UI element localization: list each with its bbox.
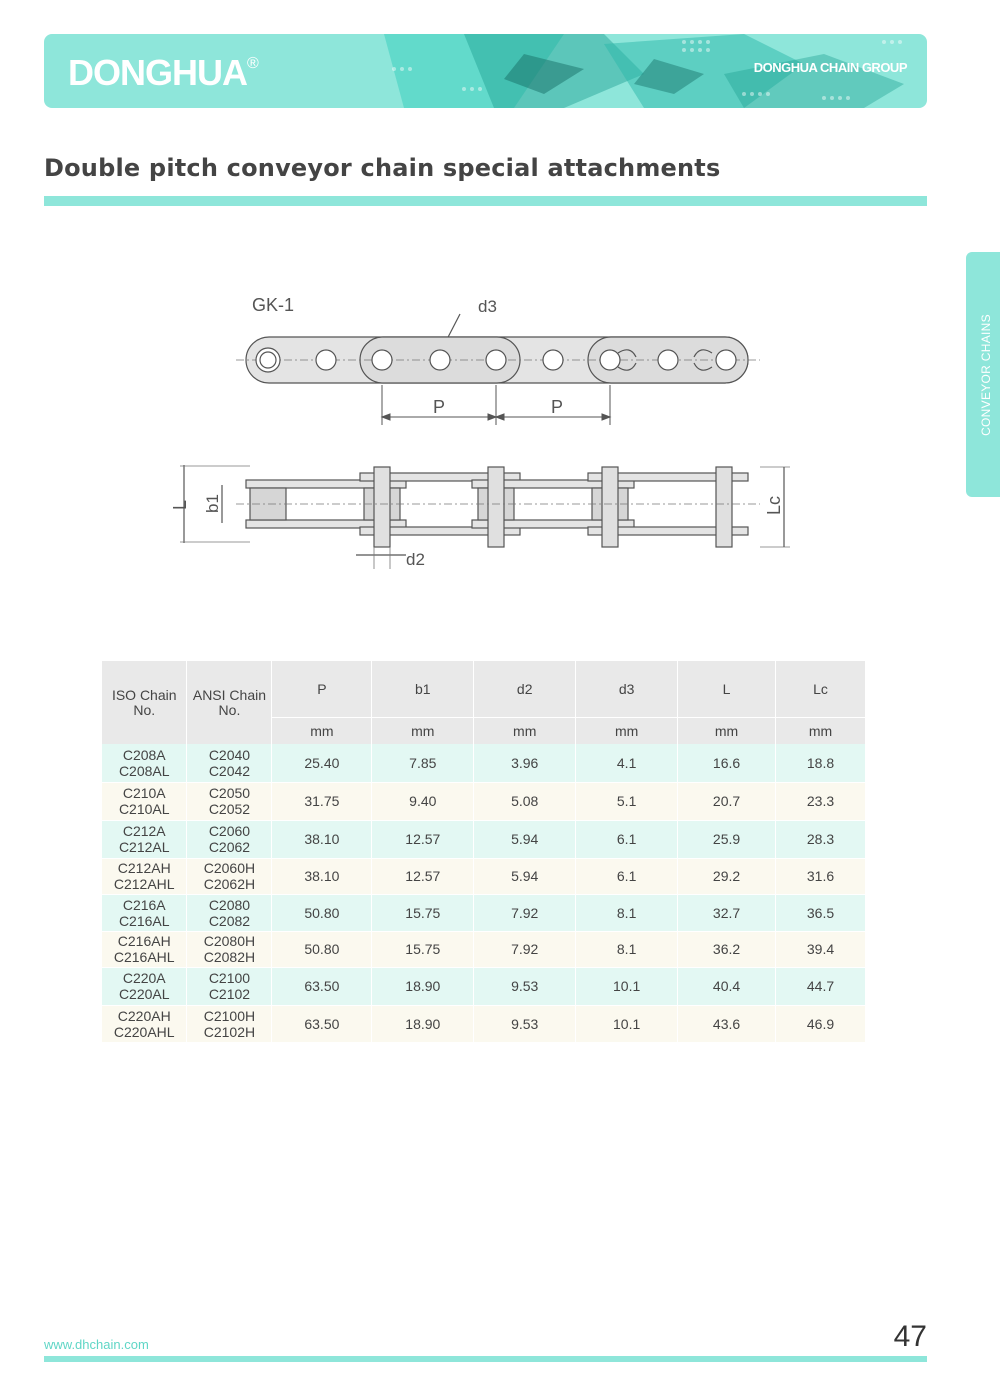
d2-cell: 5.94 bbox=[474, 820, 576, 858]
lc-cell: 44.7 bbox=[776, 967, 866, 1005]
gk1-label: GK-1 bbox=[252, 295, 295, 315]
table-row bbox=[102, 820, 866, 858]
unit-cell: mm bbox=[678, 718, 776, 745]
lc-cell: 36.5 bbox=[776, 894, 866, 931]
l-cell: 40.4 bbox=[678, 967, 776, 1005]
param-header-lc: Lc bbox=[776, 661, 866, 718]
iso-cell: C212AH C212AHL bbox=[102, 858, 187, 894]
d3-cell: 6.1 bbox=[576, 858, 678, 894]
registered-mark: ® bbox=[247, 55, 258, 72]
Lc-label: Lc bbox=[764, 495, 784, 515]
d3-cell: 6.1 bbox=[576, 820, 678, 858]
p-cell: 63.50 bbox=[272, 1005, 372, 1042]
table-row bbox=[102, 744, 866, 782]
l-cell: 29.2 bbox=[678, 858, 776, 894]
d2-cell: 3.96 bbox=[474, 744, 576, 782]
unit-cell: mm bbox=[576, 718, 678, 745]
ansi-cell: C2080H C2082H bbox=[187, 931, 272, 967]
p-cell: 25.40 bbox=[272, 744, 372, 782]
l-cell: 36.2 bbox=[678, 931, 776, 967]
param-header-p: P bbox=[272, 661, 372, 718]
L-label: L bbox=[170, 499, 190, 510]
p-cell: 38.10 bbox=[272, 858, 372, 894]
d2-label: d2 bbox=[406, 550, 425, 569]
page-title: Double pitch conveyor chain special attachments bbox=[44, 154, 721, 182]
header-banner bbox=[44, 34, 927, 108]
pitch-label-1: P bbox=[433, 397, 446, 417]
p-cell: 50.80 bbox=[272, 894, 372, 931]
table-row bbox=[102, 858, 866, 894]
pin-4 bbox=[602, 467, 618, 547]
d2-cell: 5.94 bbox=[474, 858, 576, 894]
lc-cell: 23.3 bbox=[776, 782, 866, 820]
table-row bbox=[102, 1005, 866, 1042]
ansi-cell: C2040 C2042 bbox=[187, 744, 272, 782]
d2-cell: 5.08 bbox=[474, 782, 576, 820]
param-header-l: L bbox=[678, 661, 776, 718]
p-cell: 63.50 bbox=[272, 967, 372, 1005]
table-row bbox=[102, 931, 866, 967]
b1-cell: 7.85 bbox=[372, 744, 474, 782]
lc-cell: 28.3 bbox=[776, 820, 866, 858]
unit-cell: mm bbox=[372, 718, 474, 745]
chain-diagram bbox=[160, 285, 820, 585]
iso-cell: C212A C212AL bbox=[102, 820, 187, 858]
pin-2 bbox=[374, 467, 390, 547]
param-header-d3: d3 bbox=[576, 661, 678, 718]
iso-cell: C210A C210AL bbox=[102, 782, 187, 820]
p-cell: 38.10 bbox=[272, 820, 372, 858]
footer-divider bbox=[44, 1356, 927, 1362]
d3-cell: 4.1 bbox=[576, 744, 678, 782]
unit-cell: mm bbox=[474, 718, 576, 745]
ansi-cell: C2100 C2102 bbox=[187, 967, 272, 1005]
unit-cell: mm bbox=[776, 718, 866, 745]
ansi-header: ANSI Chain No. bbox=[187, 661, 272, 744]
l-cell: 16.6 bbox=[678, 744, 776, 782]
l-cell: 20.7 bbox=[678, 782, 776, 820]
unit-cell: mm bbox=[272, 718, 372, 745]
d2-cell: 7.92 bbox=[474, 931, 576, 967]
pin-5 bbox=[716, 467, 732, 547]
iso-cell: C216A C216AL bbox=[102, 894, 187, 931]
iso-cell: C220AH C220AHL bbox=[102, 1005, 187, 1042]
param-header-d2: d2 bbox=[474, 661, 576, 718]
p-cell: 50.80 bbox=[272, 931, 372, 967]
spec-table bbox=[102, 661, 866, 1043]
b1-cell: 12.57 bbox=[372, 858, 474, 894]
b1-cell: 12.57 bbox=[372, 820, 474, 858]
b1-cell: 18.90 bbox=[372, 967, 474, 1005]
table-row bbox=[102, 967, 866, 1005]
l-cell: 43.6 bbox=[678, 1005, 776, 1042]
pitch-label-2: P bbox=[551, 397, 564, 417]
l-cell: 32.7 bbox=[678, 894, 776, 931]
table-row bbox=[102, 782, 866, 820]
d2-cell: 9.53 bbox=[474, 967, 576, 1005]
footer-url[interactable]: www.dhchain.com bbox=[44, 1337, 149, 1352]
table-row bbox=[102, 894, 866, 931]
d2-cell: 9.53 bbox=[474, 1005, 576, 1042]
d3-cell: 8.1 bbox=[576, 931, 678, 967]
d2-cell: 7.92 bbox=[474, 894, 576, 931]
logo-text: DONGHUA bbox=[68, 52, 247, 93]
d3-cell: 10.1 bbox=[576, 967, 678, 1005]
page-number: 47 bbox=[893, 1320, 927, 1353]
b1-cell: 9.40 bbox=[372, 782, 474, 820]
lc-cell: 39.4 bbox=[776, 931, 866, 967]
ansi-cell: C2050 C2052 bbox=[187, 782, 272, 820]
iso-cell: C216AH C216AHL bbox=[102, 931, 187, 967]
iso-cell: C220A C220AL bbox=[102, 967, 187, 1005]
iso-cell: C208A C208AL bbox=[102, 744, 187, 782]
lc-cell: 31.6 bbox=[776, 858, 866, 894]
b1-cell: 15.75 bbox=[372, 894, 474, 931]
d3-label: d3 bbox=[478, 297, 497, 316]
table-header-row bbox=[102, 661, 866, 718]
ansi-cell: C2080 C2082 bbox=[187, 894, 272, 931]
b1-label: b1 bbox=[203, 494, 222, 513]
d3-cell: 8.1 bbox=[576, 894, 678, 931]
ansi-cell: C2060H C2062H bbox=[187, 858, 272, 894]
side-tab-label: CONVEYOR CHAINS bbox=[979, 313, 993, 436]
param-header-b1: b1 bbox=[372, 661, 474, 718]
brand-logo bbox=[68, 52, 258, 94]
p-cell: 31.75 bbox=[272, 782, 372, 820]
lc-cell: 18.8 bbox=[776, 744, 866, 782]
b1-cell: 15.75 bbox=[372, 931, 474, 967]
d3-cell: 5.1 bbox=[576, 782, 678, 820]
title-divider bbox=[44, 196, 927, 206]
group-name: DONGHUA CHAIN GROUP bbox=[753, 60, 907, 75]
lc-cell: 46.9 bbox=[776, 1005, 866, 1042]
iso-header: ISO Chain No. bbox=[102, 661, 187, 744]
side-tab bbox=[966, 252, 1000, 497]
l-cell: 25.9 bbox=[678, 820, 776, 858]
ansi-cell: C2100H C2102H bbox=[187, 1005, 272, 1042]
pin-3 bbox=[488, 467, 504, 547]
d3-cell: 10.1 bbox=[576, 1005, 678, 1042]
b1-cell: 18.90 bbox=[372, 1005, 474, 1042]
ansi-cell: C2060 C2062 bbox=[187, 820, 272, 858]
